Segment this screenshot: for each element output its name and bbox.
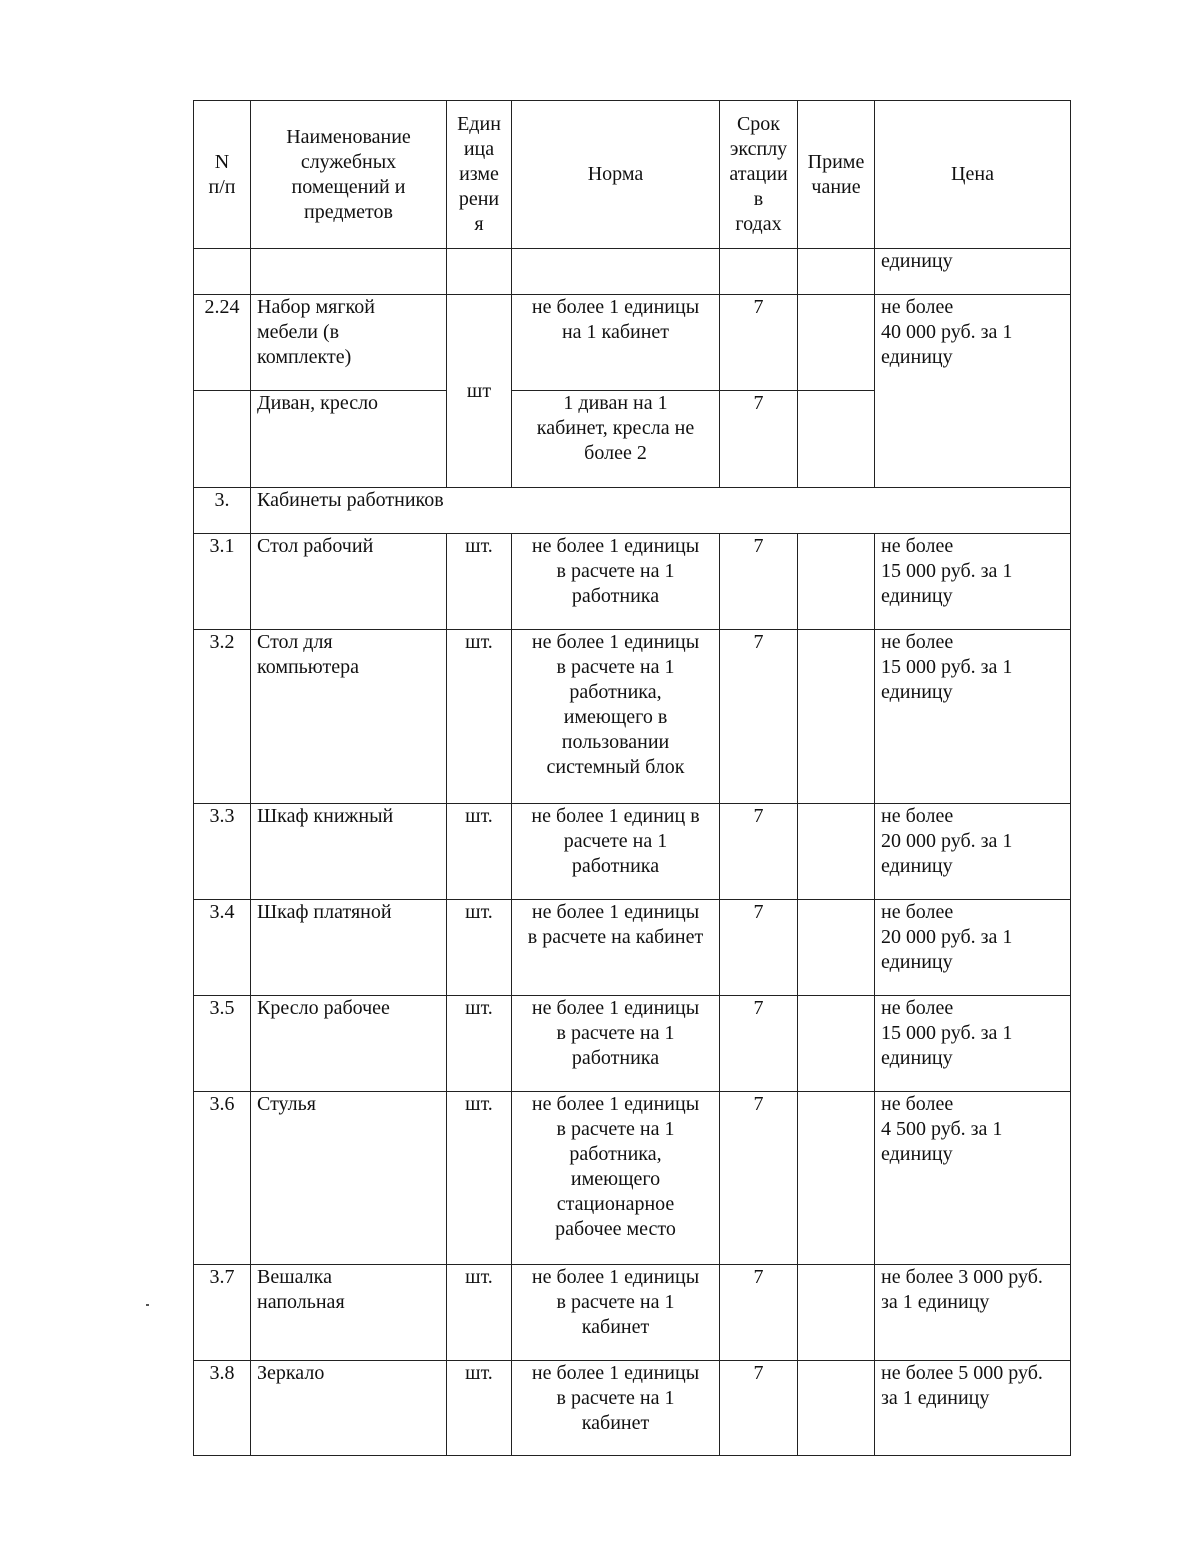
- row-note: [798, 996, 875, 1092]
- row-norm: 1 диван на 1 кабинет, кресла не более 2: [512, 391, 720, 488]
- table-row: [194, 1265, 1071, 1361]
- row-note: [798, 900, 875, 996]
- row-name: Диван, кресло: [251, 391, 447, 488]
- table-row: [194, 900, 1071, 996]
- row-note: [798, 630, 875, 804]
- row-num: 3.4: [194, 900, 251, 996]
- row-name: Вешалка напольная: [251, 1265, 447, 1361]
- cont-unit: [447, 249, 512, 295]
- header-term: Срок эксплу атации в годах: [720, 101, 798, 249]
- row-num: 3.3: [194, 804, 251, 900]
- row-unit: шт.: [447, 900, 512, 996]
- table-row: [194, 534, 1071, 630]
- table-row: [194, 804, 1071, 900]
- row-norm: не более 1 единицы в расчете на 1 кабинет: [512, 1361, 720, 1456]
- row-price: не более 3 000 руб. за 1 единицу: [875, 1265, 1071, 1361]
- row-term: 7: [720, 391, 798, 488]
- row-note: [798, 804, 875, 900]
- scan-speck: [146, 1304, 149, 1306]
- table-row: [194, 996, 1071, 1092]
- row-note: [798, 1265, 875, 1361]
- row-unit: шт.: [447, 1092, 512, 1265]
- row-name: Набор мягкой мебели (в комплекте): [251, 295, 447, 391]
- row-name: Шкаф книжный: [251, 804, 447, 900]
- row-note: [798, 1092, 875, 1265]
- header-name: Наименование служебных помещений и предметов: [251, 101, 447, 249]
- row-term: 7: [720, 534, 798, 630]
- row-price: не более 15 000 руб. за 1 единицу: [875, 630, 1071, 804]
- row-unit: шт.: [447, 534, 512, 630]
- row-num: 3.6: [194, 1092, 251, 1265]
- continuation-row: [194, 249, 1071, 295]
- row-note: [798, 391, 875, 488]
- row-name: Шкаф платяной: [251, 900, 447, 996]
- row-term: 7: [720, 1361, 798, 1456]
- row-term: 7: [720, 295, 798, 391]
- row-price: не более 5 000 руб. за 1 единицу: [875, 1361, 1071, 1456]
- cont-price: единицу: [875, 249, 1071, 295]
- row-unit: шт.: [447, 804, 512, 900]
- row-norm: не более 1 единицы в расчете на 1 работника, имеющего стационарное рабочее место: [512, 1092, 720, 1265]
- norms-table: [193, 100, 1071, 1456]
- row-term: 7: [720, 1092, 798, 1265]
- row-num: 3.7: [194, 1265, 251, 1361]
- row-unit: шт: [447, 295, 512, 488]
- row-norm: не более 1 единицы на 1 кабинет: [512, 295, 720, 391]
- row-unit: шт.: [447, 1265, 512, 1361]
- row-num: 3.5: [194, 996, 251, 1092]
- row-name: Стулья: [251, 1092, 447, 1265]
- row-unit: шт.: [447, 630, 512, 804]
- row-note: [798, 295, 875, 391]
- row-norm: не более 1 единицы в расчете на 1 работника: [512, 996, 720, 1092]
- cont-note: [798, 249, 875, 295]
- row-name: Зеркало: [251, 1361, 447, 1456]
- header-note: Приме чание: [798, 101, 875, 249]
- row-term: 7: [720, 1265, 798, 1361]
- table-row: [194, 630, 1071, 804]
- row-price: не более 15 000 руб. за 1 единицу: [875, 996, 1071, 1092]
- row-unit: шт.: [447, 1361, 512, 1456]
- row-name: Кресло рабочее: [251, 996, 447, 1092]
- table-row: [194, 1361, 1071, 1456]
- header-num: N п/п: [194, 101, 251, 249]
- cont-name: [251, 249, 447, 295]
- row-norm: не более 1 единицы в расчете на кабинет: [512, 900, 720, 996]
- row-norm: не более 1 единицы в расчете на 1 кабинет: [512, 1265, 720, 1361]
- header-row: [194, 101, 1071, 249]
- section-num: 3.: [194, 488, 251, 534]
- row-norm: не более 1 единицы в расчете на 1 работника, имеющего в пользовании системный блок: [512, 630, 720, 804]
- table-row: [194, 1092, 1071, 1265]
- row-note: [798, 1361, 875, 1456]
- row-price: не более 4 500 руб. за 1 единицу: [875, 1092, 1071, 1265]
- section-title: Кабинеты работников: [251, 488, 1071, 534]
- cont-norm: [512, 249, 720, 295]
- row-term: 7: [720, 630, 798, 804]
- row-term: 7: [720, 900, 798, 996]
- row-norm: не более 1 единицы в расчете на 1 работника: [512, 534, 720, 630]
- row-price: не более 20 000 руб. за 1 единицу: [875, 804, 1071, 900]
- row-name: Стол рабочий: [251, 534, 447, 630]
- row-term: 7: [720, 996, 798, 1092]
- row-num: [194, 391, 251, 488]
- row-num: 3.1: [194, 534, 251, 630]
- cont-term: [720, 249, 798, 295]
- row-num: 3.8: [194, 1361, 251, 1456]
- section-row: [194, 488, 1071, 534]
- row-num: 3.2: [194, 630, 251, 804]
- row-num: 2.24: [194, 295, 251, 391]
- row-price: не более 15 000 руб. за 1 единицу: [875, 534, 1071, 630]
- row-price: не более 20 000 руб. за 1 единицу: [875, 900, 1071, 996]
- table-row: [194, 295, 1071, 391]
- row-norm: не более 1 единиц в расчете на 1 работника: [512, 804, 720, 900]
- header-norm: Норма: [512, 101, 720, 249]
- cont-num: [194, 249, 251, 295]
- row-price: не более 40 000 руб. за 1 единицу: [875, 295, 1071, 488]
- header-unit: Един ица изме рени я: [447, 101, 512, 249]
- row-name: Стол для компьютера: [251, 630, 447, 804]
- row-note: [798, 534, 875, 630]
- header-price: Цена: [875, 101, 1071, 249]
- row-term: 7: [720, 804, 798, 900]
- row-unit: шт.: [447, 996, 512, 1092]
